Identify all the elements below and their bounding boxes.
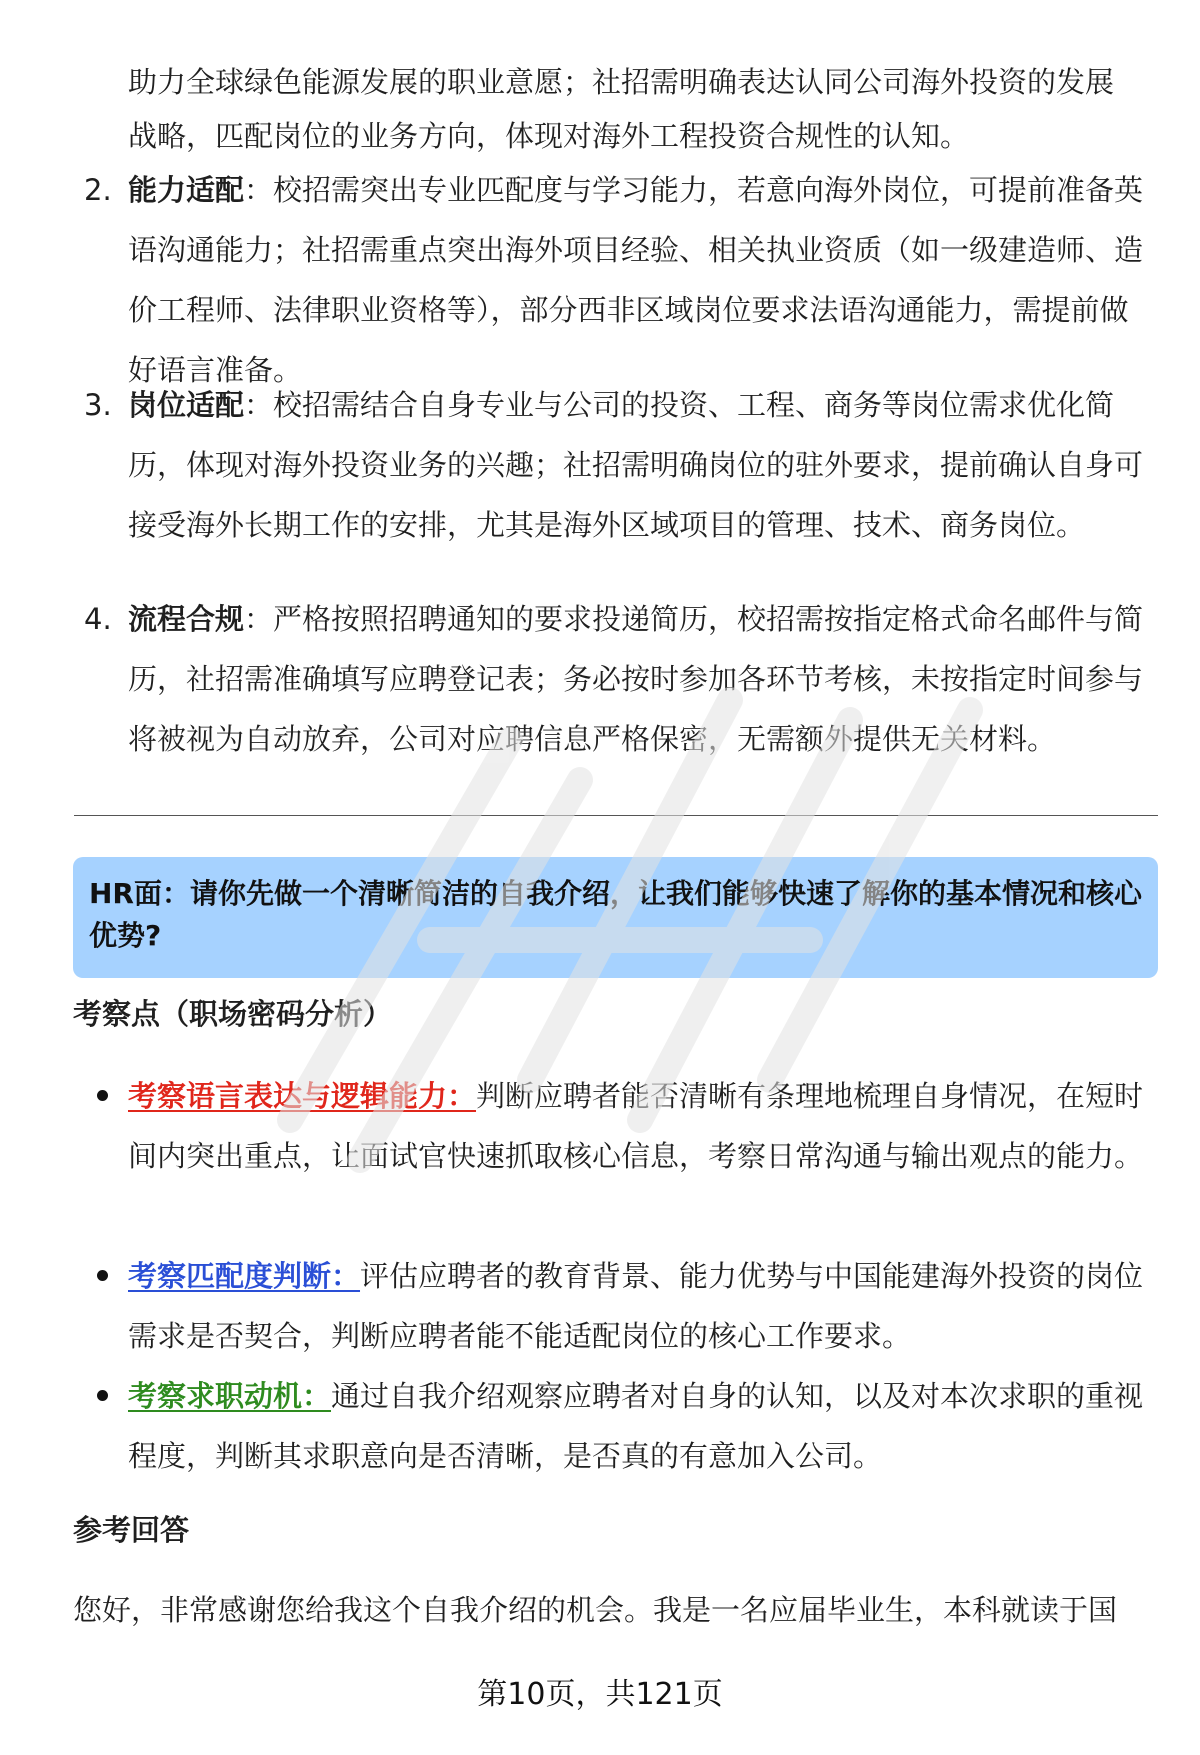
bullet-body: 通过自我介绍观察应聘者对自身的认知，以及对本次求职的重视程度，判断其求职意向是否清晰，是否真的有意加入公司。 <box>128 1379 1144 1473</box>
item-text <box>128 375 1148 555</box>
item-body: 校招需结合自身专业与公司的投资、工程、商务等岗位需求优化简历，体现对海外投资业务的兴趣；社招需明确岗位的驻外要求，提前确认自身可接受海外长期工作的安排，尤其是海外区域项目的管理、技术、商务岗位。 <box>128 388 1144 542</box>
item-separator: ： <box>244 602 274 636</box>
bullet-dot-icon <box>97 1270 108 1281</box>
item-number: 4. <box>84 602 112 636</box>
item-separator: ： <box>244 388 274 422</box>
item-title: 岗位适配 <box>128 388 245 422</box>
item-title: 流程合规 <box>128 602 245 636</box>
intro-line-2: 战略，匹配岗位的业务方向，体现对海外工程投资合规性的认知。 <box>128 119 970 153</box>
item-body: 校招需突出专业匹配度与学习能力，若意向海外岗位，可提前准备英语沟通能力；社招需重点突出海外项目经验、相关执业资质（如一级建造师、造价工程师、法律职业资格等），部分西非区域岗位要求法语沟通能力，需提前做好语言准备。 <box>128 173 1144 387</box>
item-number: 2. <box>84 173 112 207</box>
item-separator: ： <box>244 173 274 207</box>
bullet-dot-icon <box>97 1390 108 1401</box>
bullet-keyword: 考察求职动机： <box>128 1379 332 1413</box>
item-body: 严格按照招聘通知的要求投递简历，校招需按指定格式命名邮件与简历，社招需准确填写应聘登记表；务必按时参加各环节考核，未按指定时间参与将被视为自动放弃，公司对应聘信息严格保密，无需额外提供无关材料。 <box>128 602 1144 756</box>
bullet-text <box>128 1066 1148 1186</box>
answer-section-title: 参考回答 <box>73 1513 190 1547</box>
item-title: 能力适配 <box>128 173 245 207</box>
bullet-body: 判断应聘者能否清晰有条理地梳理自身情况，在短时间内突出重点，让面试官快速抓取核心信息，考察日常沟通与输出观点的能力。 <box>128 1079 1144 1173</box>
bullet-text <box>128 1246 1148 1366</box>
question-text: HR面：请你先做一个清晰简洁的自我介绍，让我们能够快速了解你的基本情况和核心优势? <box>89 877 1142 952</box>
bullet-dot-icon <box>97 1090 108 1101</box>
item-text <box>128 589 1148 769</box>
answer-text: 您好，非常感谢您给我这个自我介绍的机会。我是一名应届毕业生，本科就读于国 <box>73 1593 1118 1627</box>
analysis-section-title: 考察点（职场密码分析） <box>73 997 393 1031</box>
bullet-text <box>128 1366 1148 1486</box>
section-divider <box>74 815 1158 816</box>
question-callout <box>73 857 1158 978</box>
item-text <box>128 160 1148 400</box>
page-number: 第10页，共121页 <box>477 1677 723 1712</box>
bullet-body: 评估应聘者的教育背景、能力优势与中国能建海外投资的岗位需求是否契合，判断应聘者能不能适配岗位的核心工作要求。 <box>128 1259 1144 1353</box>
item-number: 3. <box>84 388 112 422</box>
bullet-keyword: 考察语言表达与逻辑能力： <box>128 1079 477 1113</box>
intro-line-1: 助力全球绿色能源发展的职业意愿；社招需明确表达认同公司海外投资的发展 <box>128 65 1115 99</box>
bullet-keyword: 考察匹配度判断： <box>128 1259 361 1293</box>
